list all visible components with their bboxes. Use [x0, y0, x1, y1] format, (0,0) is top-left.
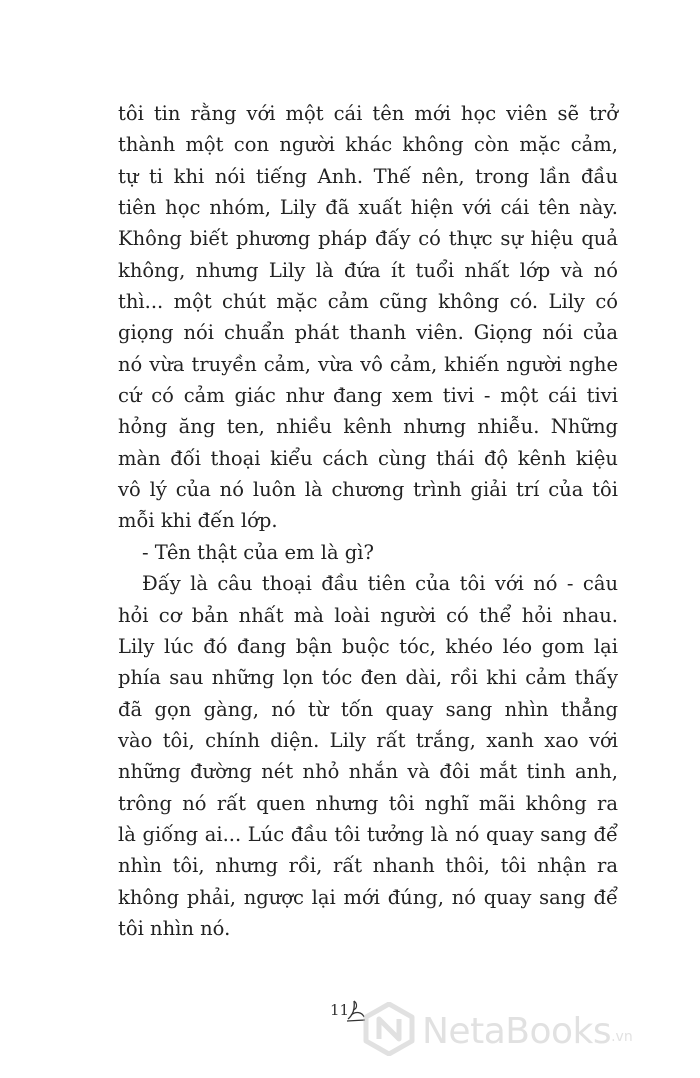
- text-line: vô lý của nó luôn là chương trình giải trí của tôi: [118, 478, 618, 502]
- text-line: hỏi cơ bản nhất mà loài người có thể hỏi nhau.: [118, 603, 618, 627]
- text-line: đã gọn gàng, nó từ tốn quay sang nhìn thẳng: [118, 697, 618, 721]
- text-line: tiên học nhóm, Lily đã xuất hiện với cái tên này.: [118, 196, 618, 220]
- text-line: Đấy là câu thoại đầu tiên của tôi với nó - câu: [142, 572, 618, 596]
- text-line: không phải, ngược lại mới đúng, nó quay sang để: [118, 885, 618, 909]
- text-line: tôi tin rằng với một cái tên mới học viên sẽ trở: [118, 102, 618, 125]
- text-line: cứ có cảm giác như đang xem tivi - một cái tivi: [118, 384, 618, 408]
- watermark-suffix: .vn: [611, 1029, 633, 1045]
- text-line: màn đối thoại kiểu cách cùng thái độ kênh kiệu: [118, 446, 618, 470]
- netabooks-logo-icon: [362, 1002, 416, 1060]
- text-line: giọng nói chuẩn phát thanh viên. Giọng nói của: [118, 321, 618, 345]
- text-line: vào tôi, chính diện. Lily rất trắng, xanh xao với: [118, 728, 618, 752]
- page-number: 11: [330, 1001, 350, 1019]
- page-footer: [0, 996, 700, 1052]
- text-line: thì... một chút mặc cảm cũng không có. Lily có: [118, 290, 618, 314]
- text-line: những đường nét nhỏ nhắn và đôi mắt tinh anh,: [118, 760, 618, 784]
- watermark: [362, 1002, 633, 1060]
- text-line: là giống ai... Lúc đầu tôi tưởng là nó quay sang để: [118, 822, 618, 846]
- text-line: nhìn tôi, nhưng rồi, rất nhanh thôi, tôi nhận ra: [118, 854, 618, 878]
- text-line: mỗi khi đến lớp.: [118, 509, 278, 533]
- text-line: trông nó rất quen nhưng tôi nghĩ mãi không ra: [118, 791, 618, 815]
- text-line: Lily lúc đó đang bận buộc tóc, khéo léo gom lại: [118, 634, 618, 658]
- dialogue-line: - Tên thật của em là gì?: [142, 540, 374, 564]
- text-line: không, nhưng Lily là đứa ít tuổi nhất lớp và nó: [118, 258, 618, 282]
- text-line: tôi nhìn nó.: [118, 916, 231, 940]
- text-line: nó vừa truyền cảm, vừa vô cảm, khiến người nghe: [118, 352, 618, 376]
- text-line: hỏng ăng ten, nhiều kênh nhưng nhiễu. Những: [118, 415, 618, 439]
- text-line: thành một con người khác không còn mặc cảm,: [118, 133, 618, 157]
- text-line: Không biết phương pháp đấy có thực sự hiệu quả: [118, 227, 618, 251]
- watermark-brand: NetaBooks: [422, 1010, 612, 1052]
- text-line: tự ti khi nói tiếng Anh. Thế nên, trong lần đầu: [118, 164, 618, 188]
- text-line: phía sau những lọn tóc đen dài, rồi khi cảm thấy: [118, 666, 618, 690]
- book-page-text: [118, 98, 618, 944]
